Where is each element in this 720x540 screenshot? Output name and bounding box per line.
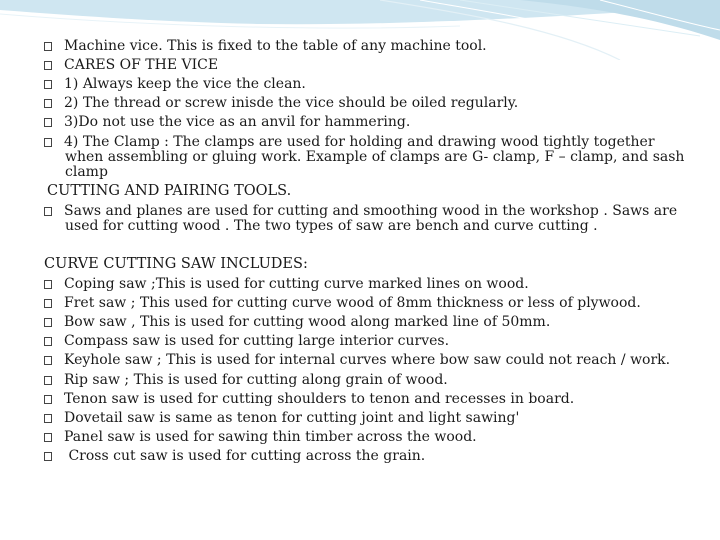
bullet-item xyxy=(44,392,704,407)
bullet-box-icon xyxy=(44,61,52,70)
bullet-item xyxy=(44,204,690,234)
bullet-item xyxy=(44,135,685,180)
bullet-item xyxy=(44,39,704,54)
item-text: Coping saw ;This is used for cutting curve marked lines on wood. xyxy=(64,276,529,292)
bullet-item xyxy=(44,277,704,292)
bullet-box-icon xyxy=(44,42,52,51)
bullet-item xyxy=(44,353,704,368)
item-text: CARES OF THE VICE xyxy=(64,57,219,73)
item-text: 3)Do not use the vice as an anvil for hammering. xyxy=(64,114,411,130)
item-text: 2) The thread or screw inisde the vice should be oiled regularly. xyxy=(64,95,519,111)
bullet-item xyxy=(44,77,704,92)
item-text: Tenon saw is used for cutting shoulders to tenon and recesses in board. xyxy=(64,391,575,407)
bullet-box-icon xyxy=(44,433,52,442)
item-text: Keyhole saw ; This is used for internal curves where bow saw could not reach / work. xyxy=(64,352,671,368)
bullet-box-icon xyxy=(44,207,52,216)
item-text: Compass saw is used for cutting large interior curves. xyxy=(64,333,450,349)
item-text: Panel saw is used for sawing thin timber across the wood. xyxy=(64,429,477,445)
item-text: Rip saw ; This is used for cutting along grain of wood. xyxy=(64,372,448,388)
bullet-item xyxy=(44,96,704,111)
bullet-box-icon xyxy=(44,299,52,308)
bullet-item xyxy=(44,411,704,426)
bullet-box-icon xyxy=(44,395,52,404)
bullet-item xyxy=(44,315,704,330)
item-text: Fret saw ; This used for cutting curve wood of 8mm thickness or less of plywood. xyxy=(64,295,641,311)
bullet-box-icon xyxy=(44,80,52,89)
bullet-box-icon xyxy=(44,138,52,147)
section-heading: CUTTING AND PAIRING TOOLS. xyxy=(47,183,292,199)
bullet-item xyxy=(44,58,704,73)
item-text: Dovetail saw is same as tenon for cutting joint and light sawing' xyxy=(64,410,520,426)
bullet-box-icon xyxy=(44,118,52,127)
item-text: Saws and planes are used for cutting and smoothing wood in the workshop . Saws are used for cutting wood . The two types of saw are bench and curve cutting . xyxy=(64,203,678,234)
bullet-box-icon xyxy=(44,452,52,461)
bullet-item xyxy=(44,373,704,388)
section-heading: CURVE CUTTING SAW INCLUDES: xyxy=(44,256,308,272)
bullet-item xyxy=(44,449,704,464)
bullet-box-icon xyxy=(44,414,52,423)
bullet-item xyxy=(44,115,704,130)
bullet-box-icon xyxy=(44,376,52,385)
bullet-item xyxy=(44,430,704,445)
bullet-box-icon xyxy=(44,337,52,346)
bullet-box-icon xyxy=(44,280,52,289)
bullet-box-icon xyxy=(44,318,52,327)
bullet-box-icon xyxy=(44,99,52,108)
bullet-box-icon xyxy=(44,356,52,365)
bullet-item xyxy=(44,296,704,311)
item-text: Machine vice. This is fixed to the table of any machine tool. xyxy=(64,38,487,54)
bullet-item xyxy=(44,334,704,349)
item-text: Cross cut saw is used for cutting across the grain. xyxy=(64,448,426,464)
item-text: Bow saw , This is used for cutting wood along marked line of 50mm. xyxy=(64,314,551,330)
item-text: 1) Always keep the vice the clean. xyxy=(64,76,306,92)
item-text: 4) The Clamp : The clamps are used for holding and drawing wood tightly together when assembling or gluing work. Example of clamps are G- clamp, F – clamp, and sash clamp xyxy=(64,134,685,180)
